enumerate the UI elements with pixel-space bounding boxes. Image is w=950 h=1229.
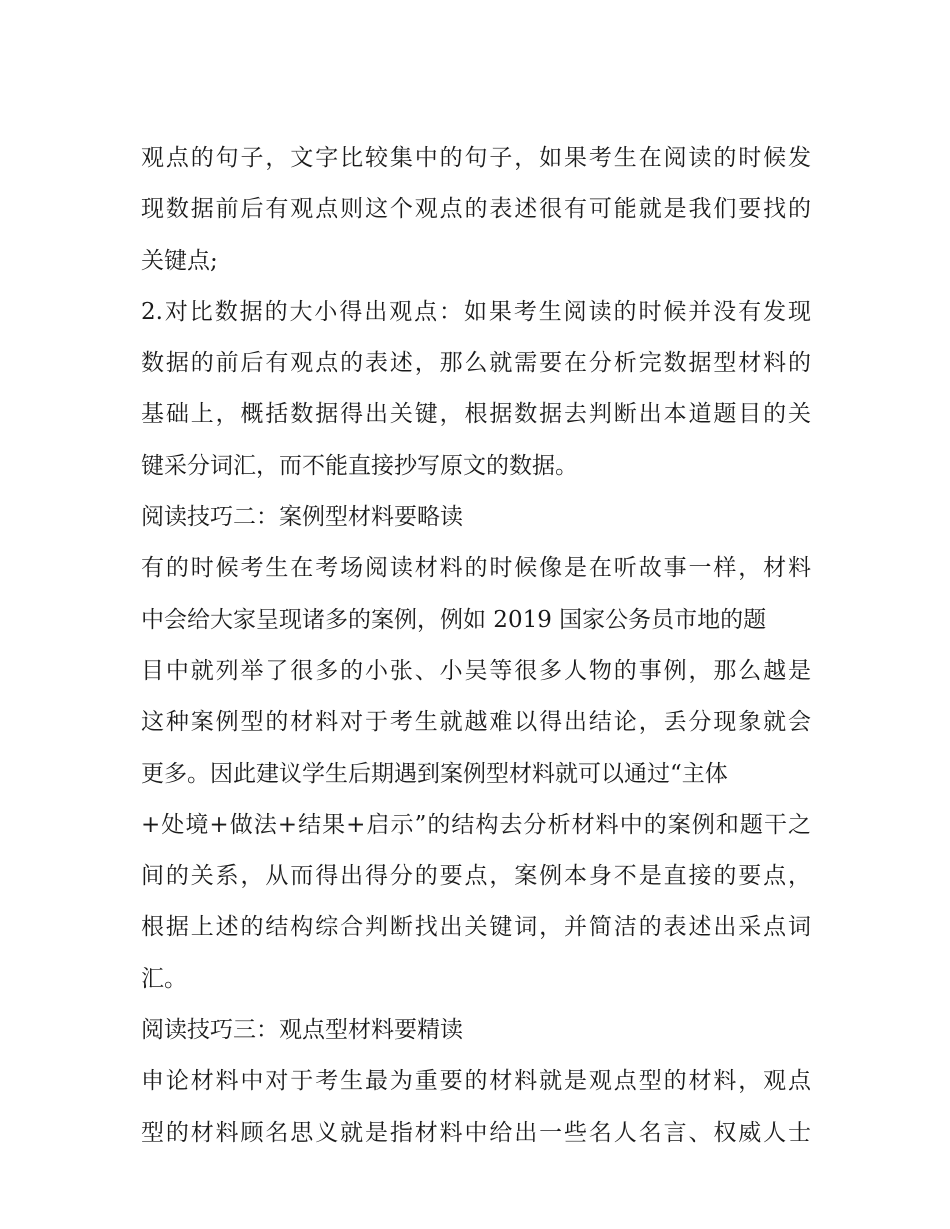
text-line: 现数据前后有观点则这个观点的表述很有可能就是我们要找的 [141,196,811,223]
text-line: 数据的前后有观点的表述，那么就需要在分析完数据型材料的 [141,350,811,377]
text-line: 这种案例型的材料对于考生就越难以得出结论，丢分现象就会 [141,709,811,736]
text-line: 型的材料顾名思义就是指材料中给出一些名人名言、权威人士 [141,1119,811,1146]
document-body [141,133,811,1159]
text-line: 观点的句子，文字比较集中的句子，如果考生在阅读的时候发 [141,145,811,171]
text-line: 间的关系，从而得出得分的要点，案例本身不是直接的要点， [141,863,811,890]
text-line: 有的时候考生在考场阅读材料的时候像是在听故事一样，材料 [141,555,811,582]
text-line: 基础上，概括数据得出关键，根据数据去判断出本道题目的关 [141,401,811,428]
text-line: +处境+做法+结果+启示”的结构去分析材料中的案例和题干之 [141,811,811,838]
text-line: 申论材料中对于考生最为重要的材料就是观点型的材料，观点 [141,1068,811,1095]
text-line: 中会给大家呈现诸多的案例，例如 2019 国家公务员市地的题 [141,606,767,633]
text-line: 更多。因此建议学生后期遇到案例型材料就可以通过“主体 [141,760,728,787]
text-line: 2.对比数据的大小得出观点：如果考生阅读的时候并没有发现 [141,298,811,325]
text-line: 汇。 [141,965,187,992]
text-line: 阅读技巧三：观点型材料要精读 [141,1017,463,1044]
text-line: 根据上述的结构综合判断找出关键词，并简洁的表述出采点词 [141,914,811,941]
text-line: 阅读技巧二：案例型材料要略读 [141,504,463,531]
text-line: 键采分词汇，而不能直接抄写原文的数据。 [141,452,578,479]
text-line: 关键点; [141,247,218,274]
text-line: 目中就列举了很多的小张、小吴等很多人物的事例，那么越是 [141,657,811,684]
